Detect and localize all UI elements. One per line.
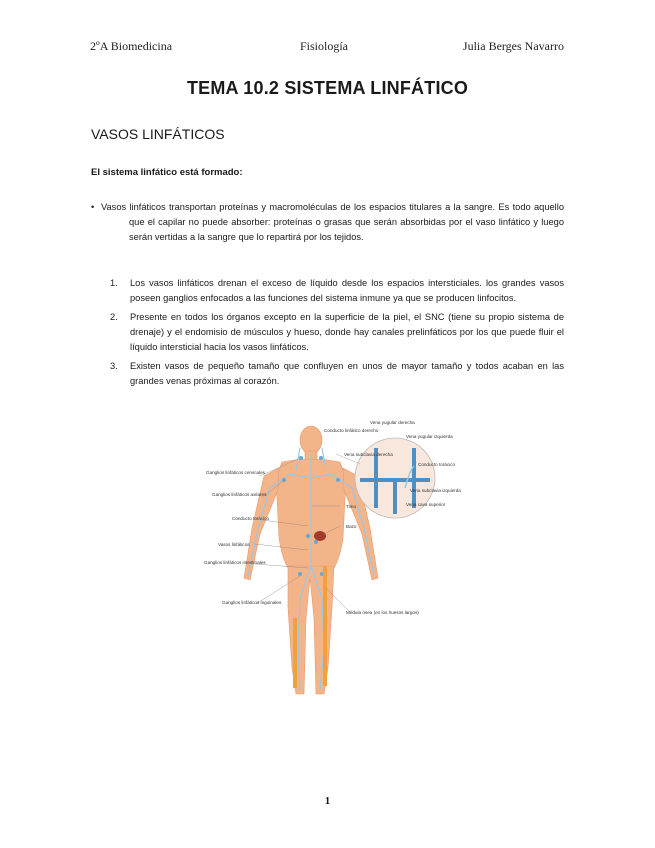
- list-item: [110, 310, 564, 355]
- label-medula-osea: Médula ósea (en los huesos largos): [346, 610, 419, 615]
- list-item-text: Presente en todos los órganos excepto en la superficie de la piel, el SNC (tiene su propio sistema de drenaje) y el endomisio de músculos y hueso, donde hay canales prelinfáticos por los que puede fluir el líquido intersticial hacia los vasos linfáticos.: [130, 312, 564, 352]
- label-vena-cava-superior: Vena cava superior: [406, 502, 446, 507]
- list-item-number: 2.: [110, 312, 118, 322]
- list-item: [110, 359, 564, 389]
- intro-text: El sistema linfático está formado:: [91, 167, 243, 178]
- header-author: Julia Berges Navarro: [462, 39, 564, 53]
- document-title: TEMA 10.2 SISTEMA LINFÁTICO: [186, 78, 469, 98]
- label-ganglios-cervicales: Ganglios linfáticos cervicales: [206, 470, 265, 475]
- page-number: 1: [324, 795, 331, 807]
- label-ganglios-axilares: Ganglios linfáticos axilares: [212, 492, 267, 497]
- section-title: VASOS LINFÁTICOS: [91, 126, 225, 142]
- label-vena-subclavia-izquierda: Vena subclavia izquierda: [410, 488, 461, 493]
- list-item: [110, 276, 564, 306]
- bullet-text: Vasos linfáticos transportan proteínas y macromoléculas de los espacios titulares a la sangre. Es todo aquello que el capilar no puede absorber: proteínas o grasas que serán absorbidas por el vaso linfático y luego serán vertidas a la sangre que lo repartirá por los tejidos.: [101, 202, 564, 242]
- page-header: [90, 39, 564, 55]
- bullet-mark: •: [91, 202, 95, 212]
- label-ganglios-inguinales: Ganglios linfáticos inguinales: [222, 600, 282, 605]
- label-timo: Timo: [346, 504, 357, 509]
- label-conducto-toracico: Conducto torácico: [232, 516, 270, 521]
- spleen-shape: [314, 531, 326, 541]
- label-ganglios-intestinales: Ganglios linfáticos intestinales: [204, 560, 266, 565]
- list-item-number: 3.: [110, 361, 118, 371]
- label-vasos-linfaticos: Vasos linfáticos: [218, 542, 250, 547]
- label-vena-yugular-derecha: Vena yugular derecha: [370, 420, 415, 425]
- lymphatic-system-figure: [200, 418, 461, 702]
- label-bazo: Bazo: [346, 524, 357, 529]
- label-vena-yugular-izquierda: Vena yugular izquierda: [406, 434, 453, 439]
- header-subject: Fisiología: [300, 39, 349, 53]
- numbered-list: [110, 276, 564, 393]
- list-item-text: Existen vasos de pequeño tamaño que confluyen en unos de mayor tamaño y todos acaban en las grandes venas próximas al corazón.: [130, 361, 564, 386]
- label-conducto-toracico-inset: Conducto torácico: [418, 462, 456, 467]
- list-item-text: Los vasos linfáticos drenan el exceso de líquido desde los espacios intersticiales. los grandes vasos poseen ganglios enfocados a las funciones del sistema inmune ya que se producen linfocitos.: [130, 278, 564, 303]
- label-conducto-linfatico-derecho: Conducto linfático derecho: [324, 428, 379, 433]
- label-vena-subclavia-derecha: Vena subclavia derecha: [344, 452, 393, 457]
- bullet-paragraph: [91, 200, 564, 245]
- header-course: 2ºA Biomedicina: [90, 39, 173, 53]
- list-item-number: 1.: [110, 278, 118, 288]
